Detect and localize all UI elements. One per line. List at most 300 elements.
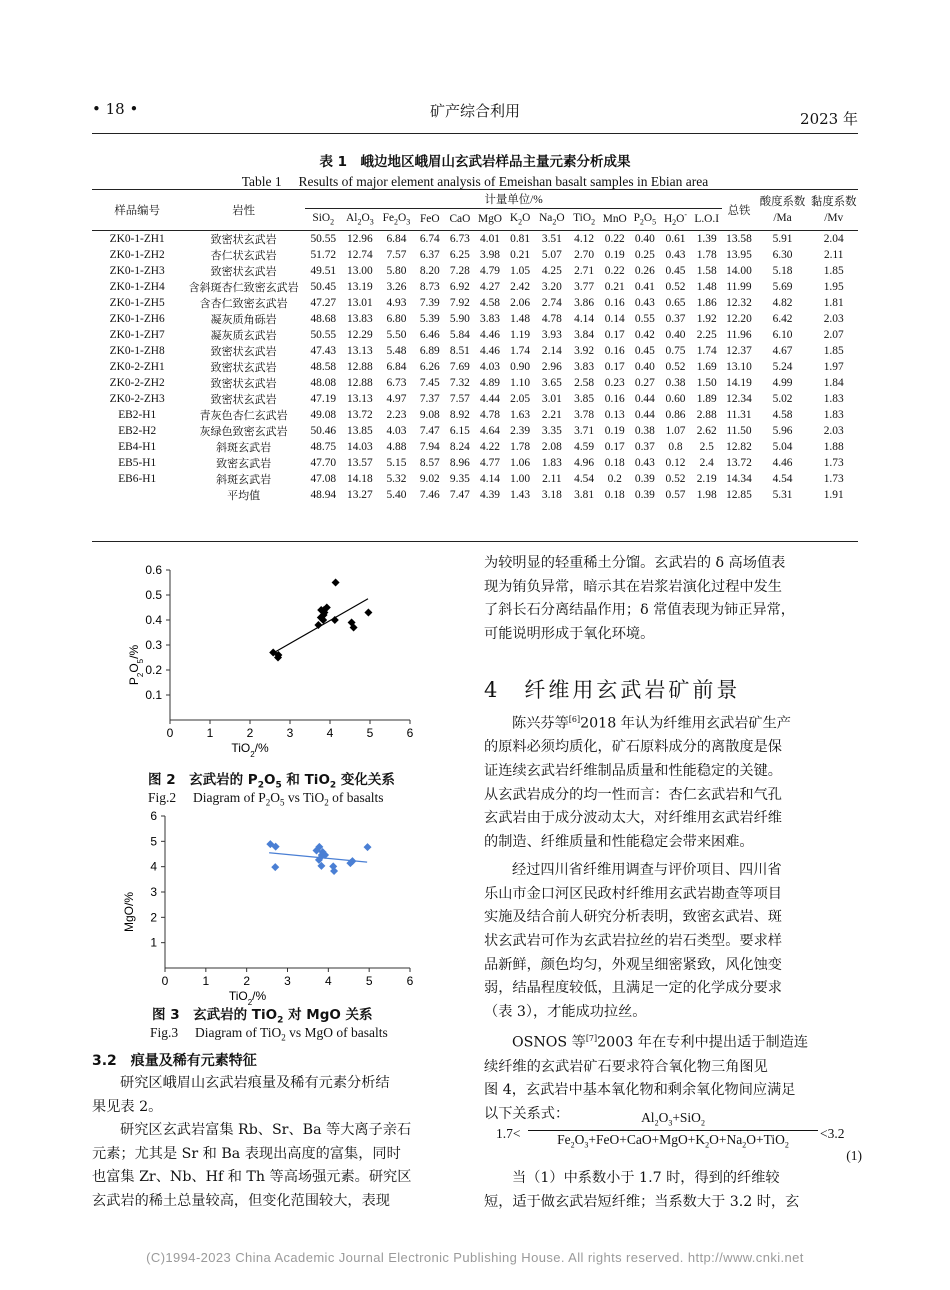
cell-rock: 平均值: [227, 488, 261, 502]
cell-value: 4.12: [574, 232, 595, 245]
cell-value: 47.08: [310, 472, 337, 485]
cell-value: 14.18: [347, 472, 373, 485]
table-row: [92, 279, 858, 295]
cell-rock: 含斜斑杏仁致密玄武岩: [188, 280, 299, 294]
right-p4-l3: 图 4，玄武岩中基本氧化物和剩余氧化物间应满足: [484, 1082, 796, 1099]
cell-value: 0.60: [665, 392, 686, 405]
x-tick-label: 2: [246, 726, 254, 740]
y-tick-label: 0.5: [145, 588, 162, 602]
cell-value: 5.80: [386, 264, 407, 277]
cell-value: 0.21: [510, 248, 531, 261]
cell-value: 7.57: [449, 392, 470, 405]
cell-value: 3.18: [541, 488, 562, 501]
x-tick-label: 1: [206, 726, 214, 740]
cell-value: 2.25: [696, 328, 717, 341]
cell-value: 4.44: [480, 392, 500, 405]
cell-value: 51.72: [310, 248, 337, 261]
cell-value: 4.97: [386, 392, 407, 405]
left-p2-l4: 玄武岩的稀土总量较高，但变化范围较大，表现: [92, 1192, 390, 1209]
cell-value: 0.26: [634, 264, 655, 277]
oxide-header: $K_2O$: [509, 211, 531, 227]
cell-value: 0.38: [634, 424, 655, 437]
data-point: [314, 621, 322, 629]
cell-value: 3.26: [386, 280, 407, 293]
right-p3-l4: 状玄武岩可作为玄武岩拉丝的岩石类型。要求样: [484, 933, 782, 950]
left-p2-l3: 也富集 Zr、Nb、Hf 和 Th 等高场强元素。研究区: [92, 1169, 412, 1186]
y-tick-label: 2: [150, 910, 157, 925]
cell-value: 4.14: [480, 472, 500, 485]
cell-value: 2.11: [823, 248, 844, 261]
cell-value: 1.83: [541, 456, 562, 469]
cell-value: 4.25: [541, 264, 562, 277]
cell-value: 1.00: [510, 472, 531, 485]
cell-value: 13.72: [726, 456, 752, 469]
cell-value: 7.57: [386, 248, 407, 261]
cell-value: 6.30: [772, 248, 793, 261]
x-tick-label: 5: [366, 726, 374, 740]
left-p1-l1: 研究区峨眉山玄武岩痕量及稀有元素分析结: [120, 1075, 390, 1091]
cell-value: 4.01: [480, 232, 500, 245]
cell-value: 1.89: [696, 392, 717, 405]
cell-value: 5.90: [449, 312, 470, 325]
cell-value: 2.4: [699, 456, 714, 469]
right-p3-l7: （表 3），才能成功拉丝。: [484, 1003, 647, 1020]
cell-value: 3.84: [574, 328, 595, 341]
left-p2-l2: 元素；尤其是 Sr 和 Ba 表现出高度的富集，同时: [92, 1145, 401, 1162]
right-p3-l2: 乐山市金口河区民政村纤维用玄武岩勘查等项目: [484, 885, 782, 902]
cell-sample: ZK0-1-ZH2: [109, 248, 165, 261]
cell-sample: ZK0-2-ZH2: [109, 376, 165, 389]
cell-value: 7.47: [419, 424, 440, 437]
cell-value: 8.73: [419, 280, 440, 293]
cell-value: 4.67: [772, 344, 793, 357]
cell-value: 0.39: [634, 488, 655, 501]
cell-value: 6.10: [772, 328, 793, 341]
cell-value: 7.32: [449, 376, 470, 389]
cell-value: 0.41: [634, 280, 655, 293]
cell-value: 47.43: [310, 344, 337, 357]
cell-value: 12.88: [347, 376, 373, 389]
cell-value: 2.5: [699, 440, 714, 453]
cell-value: 1.05: [510, 264, 531, 277]
cell-rock: 致密状玄武岩: [210, 344, 277, 358]
oxide-header: TiO$_2$: [573, 211, 596, 227]
cell-value: 3.78: [574, 408, 595, 421]
cell-value: 1.85: [823, 264, 844, 277]
cell-sample: ZK0-1-ZH7: [109, 328, 165, 341]
cell-value: 0.18: [604, 488, 625, 501]
cell-value: 2.70: [574, 248, 595, 261]
cell-value: 0.27: [634, 376, 655, 389]
x-tick-label: 1: [202, 974, 210, 988]
col-acid-header: 酸度系数 /Ma: [759, 195, 806, 224]
cell-value: 6.92: [449, 280, 470, 293]
cell-value: 1.95: [823, 280, 844, 293]
col-sample-header: 样品编号: [114, 204, 160, 217]
cell-sample: EB6-H1: [118, 472, 157, 485]
cell-value: 2.42: [510, 280, 531, 293]
cell-value: 7.46: [419, 488, 440, 501]
cell-value: 1.58: [696, 264, 717, 277]
cell-value: 4.46: [480, 328, 500, 341]
cell-value: 13.10: [726, 360, 752, 373]
cell-value: 0.37: [665, 312, 686, 325]
cell-value: 3.65: [541, 376, 562, 389]
cell-value: 0.90: [510, 360, 531, 373]
col-visc-header: 黏度系数 /Mv: [810, 195, 857, 224]
fig3-chart: [110, 805, 440, 1007]
cell-value: 6.46: [419, 328, 440, 341]
cell-value: 7.28: [449, 264, 470, 277]
y-tick-label: 1: [150, 935, 157, 950]
cell-value: 1.39: [696, 232, 717, 245]
cell-rock: 斜斑玄武岩: [216, 440, 272, 454]
cell-value: 2.74: [541, 296, 562, 309]
cell-value: 12.96: [347, 232, 373, 245]
cell-value: 3.83: [574, 360, 595, 373]
cell-value: 1.69: [696, 360, 717, 373]
cell-value: 1.48: [696, 280, 717, 293]
table-row: [92, 343, 858, 359]
right-p1-l2: 现为铕负异常，暗示其在岩浆岩演化过程中发生: [484, 578, 782, 595]
cell-value: 13.72: [347, 408, 373, 421]
cnki-footer: (C)1994-2023 China Academic Journal Electronic Publishing House. All rights reserved. http://www.cnki.net: [146, 1250, 804, 1265]
cell-value: 6.26: [419, 360, 440, 373]
cell-value: 1.83: [823, 392, 844, 405]
cell-value: 3.83: [480, 312, 500, 325]
y-tick-label: 0.4: [145, 613, 162, 627]
y-tick-label: 0.6: [145, 563, 162, 577]
cell-value: 8.92: [449, 408, 470, 421]
cell-value: 1.74: [510, 344, 531, 357]
cell-value: 13.01: [347, 296, 373, 309]
oxide-header: MnO: [602, 213, 627, 225]
cell-value: 1.98: [696, 488, 717, 501]
y-axis-label: $P_2O_5/\%$: [127, 644, 145, 686]
cell-value: 4.78: [480, 408, 500, 421]
cell-value: 13.95: [726, 248, 752, 261]
cell-value: 1.92: [696, 312, 717, 325]
x-tick-label: 3: [286, 726, 294, 740]
cell-value: 4.14: [574, 312, 595, 325]
cell-value: 5.50: [386, 328, 407, 341]
eq-numerator: $Al_2O_3+SiO_2$: [528, 1110, 818, 1131]
cell-value: 13.19: [347, 280, 373, 293]
cell-value: 0.42: [634, 328, 655, 341]
page-number: • 18 •: [92, 100, 139, 118]
cell-value: 1.78: [696, 248, 717, 261]
cell-value: 1.81: [823, 296, 844, 309]
right-p2-l6: 的制造、纤维质量和性能稳定会带来困难。: [484, 833, 754, 850]
cell-value: 0.43: [665, 248, 686, 261]
cell-value: 6.42: [772, 312, 793, 325]
cell-value: 8.51: [449, 344, 470, 357]
cell-value: 8.57: [419, 456, 440, 469]
oxide-header: $H_2O^-$: [663, 210, 688, 228]
cell-value: 9.08: [419, 408, 440, 421]
cell-value: 49.51: [310, 264, 337, 277]
cell-value: 48.58: [310, 360, 337, 373]
oxide-header: SiO$_2$: [312, 211, 335, 227]
cell-value: 1.73: [823, 472, 844, 485]
cell-sample: ZK0-2-ZH1: [109, 360, 165, 373]
cell-value: 7.69: [449, 360, 470, 373]
cell-value: 0.40: [634, 360, 655, 373]
eq-denominator: $Fe_2O_3+FeO+CaO+MgO+K_2O+Na_2O+TiO_2$: [557, 1131, 789, 1150]
cell-value: 5.18: [772, 264, 793, 277]
left-p1-l2: 果见表 2。: [92, 1098, 163, 1115]
cell-value: 47.19: [310, 392, 337, 405]
cell-value: 12.85: [726, 488, 752, 501]
cell-value: 48.94: [310, 488, 337, 501]
cell-value: 4.79: [480, 264, 500, 277]
cell-value: 0.43: [634, 296, 655, 309]
cell-value: 2.96: [541, 360, 562, 373]
oxide-header: MgO: [477, 213, 503, 225]
cell-value: 0.16: [604, 392, 625, 405]
cell-value: 0.43: [634, 456, 655, 469]
cell-value: 4.46: [772, 456, 793, 469]
cell-value: 4.46: [480, 344, 500, 357]
cell-value: 0.45: [634, 344, 655, 357]
y-tick-label: 0.2: [145, 663, 162, 677]
data-point: [364, 843, 372, 851]
oxide-header: $P_2O_5$: [633, 211, 657, 227]
table-row: [92, 487, 858, 503]
cell-value: 3.98: [480, 248, 500, 261]
cell-rock: 杏仁状玄武岩: [210, 248, 277, 262]
cell-rock: 致密玄武岩: [216, 456, 272, 470]
table-row: [92, 230, 858, 247]
cell-value: 0.45: [665, 264, 686, 277]
table1-caption-cn: 表 1 峨边地区峨眉山玄武岩样品主量元素分析成果: [319, 154, 631, 170]
cell-value: 2.07: [823, 328, 844, 341]
cell-value: 1.88: [823, 440, 844, 453]
cell-value: 0.13: [604, 408, 625, 421]
cell-value: 1.06: [510, 456, 531, 469]
cell-value: 4.88: [386, 440, 407, 453]
cell-value: 7.39: [419, 296, 440, 309]
cell-value: 3.01: [541, 392, 562, 405]
cell-value: 4.89: [480, 376, 500, 389]
cell-value: 12.82: [726, 440, 752, 453]
right-p5-l2: 短，适于做玄武岩短纤维；当系数大于 3.2 时，玄: [484, 1193, 800, 1210]
cell-value: 13.13: [347, 344, 373, 357]
cell-value: 1.63: [510, 408, 531, 421]
cell-value: 5.32: [386, 472, 407, 485]
cell-value: 0.37: [634, 440, 655, 453]
cell-value: 0.25: [634, 248, 655, 261]
cell-value: 3.92: [574, 344, 595, 357]
cell-value: 0.22: [604, 264, 625, 277]
unit-header: 计量单位/%: [305, 190, 722, 208]
cell-value: 0.22: [604, 232, 625, 245]
cell-value: 13.85: [347, 424, 373, 437]
cell-value: 5.31: [772, 488, 793, 501]
cell-value: 0.52: [665, 472, 686, 485]
cell-sample: ZK0-2-ZH3: [109, 392, 165, 405]
right-p4-l4: 以下关系式：: [484, 1105, 570, 1122]
cell-value: 14.03: [347, 440, 373, 453]
data-point: [331, 616, 339, 624]
table-row: [92, 311, 858, 327]
cell-rock: 致密状玄武岩: [210, 376, 277, 390]
table1-caption-en: Table 1 Results of major element analysis of Emeishan basalt samples in Ebian area: [241, 174, 709, 189]
cell-value: 0.17: [604, 360, 625, 373]
table-row: [92, 247, 858, 263]
cell-sample: ZK0-1-ZH4: [109, 280, 165, 293]
oxide-header: $Na_2O$: [539, 211, 565, 227]
oxide-header: $Fe_2O_3$: [382, 211, 411, 227]
right-p2-l5: 玄武岩由于成分波动太大，对纤维用玄武岩纤维: [484, 810, 782, 827]
table-row: [92, 263, 858, 279]
cell-value: 8.96: [449, 456, 470, 469]
cell-value: 1.07: [665, 424, 686, 437]
cell-sample: ZK0-1-ZH1: [109, 232, 165, 245]
cell-value: 0.81: [510, 232, 531, 245]
cell-sample: [92, 487, 182, 503]
cell-value: 0.16: [604, 344, 625, 357]
cell-value: 2.58: [574, 376, 595, 389]
cell-value: 9.02: [419, 472, 440, 485]
cell-value: 3.93: [541, 328, 562, 341]
cell-value: 0.17: [604, 440, 625, 453]
table-bottom-rule: [92, 541, 858, 542]
cell-value: 9.35: [449, 472, 470, 485]
cell-sample: EB2-H1: [118, 408, 157, 421]
cell-value: 1.48: [510, 312, 531, 325]
cell-value: 0.12: [665, 456, 686, 469]
cell-value: 1.84: [823, 376, 844, 389]
data-point: [364, 609, 372, 617]
cell-sample: ZK0-1-ZH5: [109, 296, 165, 309]
cell-rock: 致密状玄武岩: [210, 264, 277, 278]
cell-value: 2.71: [574, 264, 595, 277]
cell-value: 1.74: [696, 344, 717, 357]
cell-value: 7.45: [419, 376, 440, 389]
cell-value: 0.44: [634, 408, 655, 421]
cell-value: 1.43: [510, 488, 531, 501]
cell-value: 5.39: [419, 312, 440, 325]
equation-1: [496, 1110, 866, 1162]
cell-sample: ZK0-1-ZH6: [109, 312, 165, 325]
cell-value: 4.78: [541, 312, 562, 325]
table-row: [92, 375, 858, 391]
cell-value: 8.24: [449, 440, 470, 453]
y-tick-label: 4: [150, 859, 157, 874]
oxide-header: L.O.I: [694, 213, 720, 225]
cell-value: 5.48: [386, 344, 407, 357]
cell-rock: 致密状玄武岩: [210, 232, 277, 246]
x-tick-label: 4: [326, 726, 334, 740]
cell-value: 7.94: [419, 440, 440, 453]
cell-value: 0.19: [604, 424, 625, 437]
cell-value: 0.55: [634, 312, 655, 325]
cell-value: 7.47: [449, 488, 470, 501]
eq-left: 1.7<: [496, 1126, 521, 1141]
cell-value: 3.77: [574, 280, 595, 293]
cell-value: 2.23: [386, 408, 407, 421]
cell-value: 4.77: [480, 456, 500, 469]
table1: [92, 190, 858, 503]
cell-value: 0.52: [665, 360, 686, 373]
cell-value: 5.96: [772, 424, 793, 437]
cell-value: 13.57: [347, 456, 373, 469]
cell-value: 4.59: [574, 440, 595, 453]
cell-value: 6.37: [419, 248, 440, 261]
oxide-header: CaO: [449, 213, 471, 225]
data-point: [332, 579, 340, 587]
cell-value: 12.32: [726, 296, 752, 309]
x-tick-label: 5: [365, 974, 373, 988]
cell-value: 5.40: [386, 488, 407, 501]
cell-sample: EB4-H1: [118, 440, 157, 453]
journal-year: 2023 年: [800, 110, 858, 128]
cell-value: 3.71: [574, 424, 595, 437]
y-tick-label: 3: [150, 885, 157, 899]
cell-value: 13.83: [347, 312, 373, 325]
cell-value: 1.97: [823, 360, 844, 373]
cell-value: 0.40: [634, 232, 655, 245]
table-row: [92, 295, 858, 311]
cell-value: 5.69: [772, 280, 793, 293]
eq-fraction: [528, 1110, 818, 1149]
cell-value: 3.20: [541, 280, 562, 293]
section-4-heading: 4 纤维用玄武岩矿前景: [484, 678, 741, 702]
table-row: [92, 327, 858, 343]
right-p5: [484, 1167, 864, 1214]
oxide-header: $Al_2O_3$: [346, 211, 374, 227]
cell-value: 7.92: [449, 296, 470, 309]
cell-value: 13.27: [347, 488, 373, 501]
cell-value: 3.51: [541, 232, 562, 245]
right-p2-l3: 证连续玄武岩纤维制品质量和性能稳定的关键。: [484, 762, 782, 779]
oxide-header: FeO: [419, 213, 440, 225]
cell-value: 12.88: [347, 360, 373, 373]
cell-rock: 凝灰质角砾岩: [210, 312, 277, 326]
cell-value: 0.8: [668, 440, 683, 453]
cell-value: 3.86: [574, 296, 595, 309]
y-tick-label: 5: [150, 834, 157, 849]
cell-value: 4.27: [480, 280, 500, 293]
cell-value: 1.85: [823, 344, 844, 357]
y-tick-label: 0.1: [145, 688, 162, 702]
cell-value: 6.80: [386, 312, 407, 325]
cell-value: 6.89: [419, 344, 440, 357]
cell-value: 13.13: [347, 392, 373, 405]
right-p5-l1: 当（1）中系数小于 1.7 时，得到的纤维较: [512, 1170, 780, 1186]
cell-value: 1.83: [823, 408, 844, 421]
cell-sample: EB2-H2: [118, 424, 157, 437]
cell-value: 6.73: [449, 232, 470, 245]
right-p1-l3: 了斜长石分离结晶作用；δ 常值表现为铈正异常，: [484, 602, 795, 619]
cell-value: 4.54: [772, 472, 793, 485]
cell-sample: ZK0-1-ZH3: [109, 264, 165, 277]
cell-value: 4.93: [386, 296, 407, 309]
cell-value: 11.50: [726, 424, 752, 437]
cell-value: 0.16: [604, 296, 625, 309]
cell-value: 0.86: [665, 408, 686, 421]
table-row: [92, 423, 858, 439]
table-row: [92, 471, 858, 487]
cell-value: 0.44: [634, 392, 655, 405]
y-tick-label: 0.3: [145, 638, 162, 652]
cell-value: 0.18: [604, 456, 625, 469]
right-paragraphs: [484, 708, 864, 1127]
cell-value: 4.39: [480, 488, 500, 501]
x-tick-label: 0: [166, 726, 174, 740]
cell-value: 6.73: [386, 376, 407, 389]
